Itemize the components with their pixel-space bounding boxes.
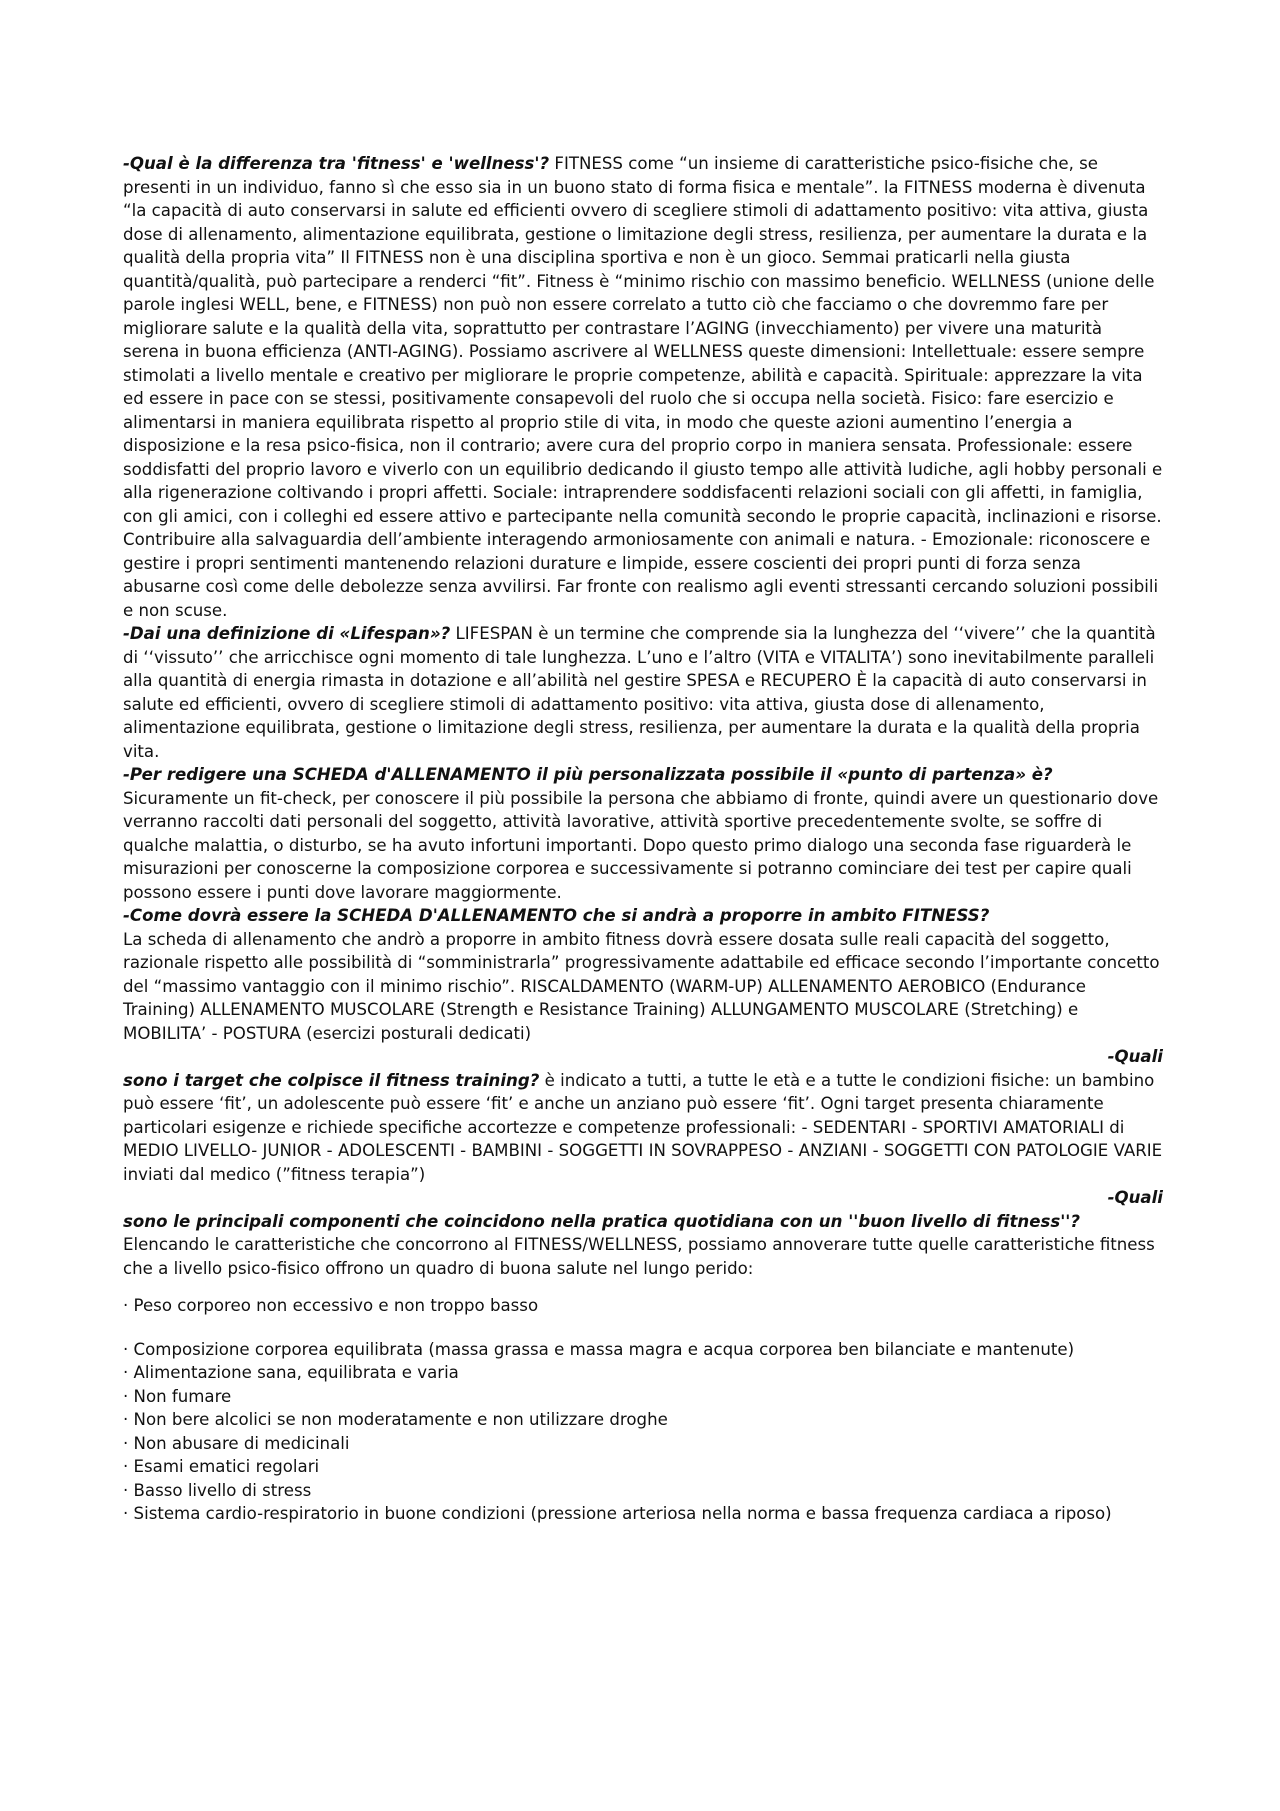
- section-lifespan: [123, 622, 1163, 763]
- list-item: · Sistema cardio-respiratorio in buone condizioni (pressione arteriosa nella norma e bassa frequenza cardiaca a riposo): [123, 1504, 1112, 1523]
- question-heading: -Come dovrà essere la SCHEDA D'ALLENAMENTO che si andrà a proporre in ambito FITNESS?: [123, 906, 990, 925]
- list-item: · Non fumare: [123, 1386, 232, 1406]
- list-item: · Esami ematici regolari: [123, 1457, 320, 1476]
- list-item: · Basso livello di stress: [123, 1480, 312, 1500]
- list-item: · Peso corporeo non eccessivo e non troppo basso: [123, 1296, 539, 1315]
- question-heading-start: -Quali: [1107, 1047, 1163, 1066]
- question-heading: sono i target che colpisce il fitness training?: [123, 1070, 540, 1090]
- list-item: · Non bere alcolici se non moderatamente e non utilizzare droghe: [123, 1410, 668, 1429]
- question-heading: sono le principali componenti che coincidono nella pratica quotidiana con un ''buon livello di fitness''?: [123, 1211, 1080, 1231]
- section-target: [123, 1045, 1163, 1186]
- answer-text: Elencando le caratteristiche che concorrono al FITNESS/WELLNESS, possiamo annoverare tutte quelle caratteristiche fitness che a livello psico-fisico offrono un quadro di buona salute nel lungo perido:: [123, 1235, 1155, 1278]
- answer-text: è indicato a tutti, a tutte le età e a tutte le condizioni fisiche: un bambino può essere ‘fit’, un adolescente può essere ‘fit’ e anche un anziano può essere ‘fit’. Ogni target presenta chiaramente particolari esigenze e richiede specifiche accortezze e competenze professionali: - SEDENTARI - SPORTIVI AMATORIALI di MEDIO LIVELLO- JUNIOR - ADOLESCENTI - BAMBINI - SOGGETTI IN SOVRAPPESO - ANZIANI - SOGGETTI CON PATOLOGIE VARIE inviati dal medico (”fitness terapia”): [123, 1070, 1163, 1184]
- answer-text: Sicuramente un fit-check, per conoscere il più possibile la persona che abbiamo di fronte, quindi avere un questionario dove verranno raccolti dati personali del soggetto, attività lavorative, attività sportive precedentemente svolte, se soffre di qualche malattia, o disturbo, se ha avuto infortuni importanti. Dopo questo primo dialogo una seconda fase riguarderà le misurazioni per conoscerne la composizione corporea e successivamente si potranno cominciare dei test per capire quali possono essere i punti dove lavorare maggiormente.: [123, 788, 1159, 902]
- question-heading-start: -Quali: [1107, 1188, 1163, 1207]
- answer-text: LIFESPAN è un termine che comprende sia la lunghezza del ‘‘vivere’’ che la quantità di ‘‘vissuto’’ che arricchisce ogni momento di tale lunghezza. L’uno e l’altro (VITA e VITALITA’) sono inevitabilmente paralleli alla quantità di energia rimasta in dotazione e all’abilità nel gestire SPESA e RECUPERO È la capacità di auto conservarsi in salute ed efficienti, ovvero di scegliere stimoli di adattamento positivo: vita attiva, giusta dose di allenamento, alimentazione equilibrata, gestione o limitazione degli stress, resilienza, per aumentare la durata e la qualità della propria vita.: [123, 624, 1156, 761]
- section-componenti: [123, 1186, 1163, 1280]
- section-fitness-wellness: [123, 152, 1163, 622]
- fitness-characteristics-list: [123, 1294, 1163, 1526]
- answer-text: FITNESS come “un insieme di caratteristiche psico-fisiche che, se presenti in un individuo, fanno sì che esso sia in un buono stato di forma fisica e mentale”. la FITNESS moderna è divenuta “la capacità di auto conservarsi in salute ed efficienti ovvero di scegliere stimoli di adattamento positivo: vita attiva, giusta dose di allenamento, alimentazione equilibrata, gestione o limitazione degli stress, resilienza, per aumentare la durata e la qualità della propria vita” Il FITNESS non è una disciplina sportiva e non è un gioco. Semmai praticarli nella giusta quantità/qualità, può partecipare a renderci “fit”. Fitness è “minimo rischio con massimo beneficio. WELLNESS (unione delle parole inglesi WELL, bene, e FITNESS) non può non essere correlato a tutto ciò che facciamo o che dovremmo fare per migliorare salute e la qualità della vita, soprattutto per contrastare l’AGING (invecchiamento) per vivere una maturità serena in buona efficienza (ANTI-AGING). Possiamo ascrivere al WELLNESS queste dimensioni: Intellettuale: essere sempre stimolati a livello mentale e creativo per migliorare le proprie competenze, abilità e capacità. Spirituale: apprezzare la vita ed essere in pace con se stessi, positivamente consapevoli del ruolo che si occupa nella società. Fisico: fare esercizio e alimentarsi in maniera equilibrata rispetto al proprio stile di vita, in modo che queste azioni aumentino l’energia a disposizione e la resa psico-fisica, non il contrario; avere cura del proprio corpo in maniera sensata. Professionale: essere soddisfatti del proprio lavoro e viverlo con un equilibrio dedicando il giusto tempo alle attività ludiche, agli hobby personali e alla rigenerazione coltivando i propri affetti. Sociale: intraprendere soddisfacenti relazioni sociali con gli affetti, in famiglia, con gli amici, con i colleghi ed essere attivo e partecipante nella comunità secondo le proprie capacità, inclinazioni e risorse. Contribuire alla salvaguardia dell’ambiente interagendo armoniosamente con animali e natura. - Emozionale: riconoscere e gestire i propri sentimenti mantenendo relazioni durature e limpide, essere coscienti dei propri punti di forza senza abusarne così come delle debolezze senza avvilirsi. Far fronte con realismo agli eventi stressanti cercando soluzioni possibili e non scuse.: [123, 154, 1163, 620]
- document-page: [123, 152, 1163, 1526]
- question-heading: -Qual è la differenza tra 'fitness' e 'wellness'?: [123, 154, 550, 173]
- section-punto-di-partenza: [123, 763, 1163, 904]
- list-item: · Non abusare di medicinali: [123, 1433, 350, 1453]
- question-heading: -Dai una definizione di «Lifespan»?: [123, 624, 451, 643]
- section-scheda-fitness: [123, 904, 1163, 1045]
- list-item: · Composizione corporea equilibrata (massa grassa e massa magra e acqua corporea ben bilanciate e mantenute): [123, 1339, 1075, 1359]
- question-heading: -Per redigere una SCHEDA d'ALLENAMENTO il più personalizzata possibile il «punto di partenza» è?: [123, 765, 1053, 784]
- list-item: · Alimentazione sana, equilibrata e varia: [123, 1363, 459, 1382]
- answer-text: La scheda di allenamento che andrò a proporre in ambito fitness dovrà essere dosata sulle reali capacità del soggetto, razionale rispetto alle possibilità di “somministrarla” progressivamente adattabile ed efficace secondo l’importante concetto del “massimo vantaggio con il minimo rischio”. RISCALDAMENTO (WARM-UP) ALLENAMENTO AEROBICO (Endurance Training) ALLENAMENTO MUSCOLARE (Strength e Resistance Training) ALLUNGAMENTO MUSCOLARE (Stretching) e MOBILITA’ - POSTURA (esercizi posturali dedicati): [123, 929, 1160, 1043]
